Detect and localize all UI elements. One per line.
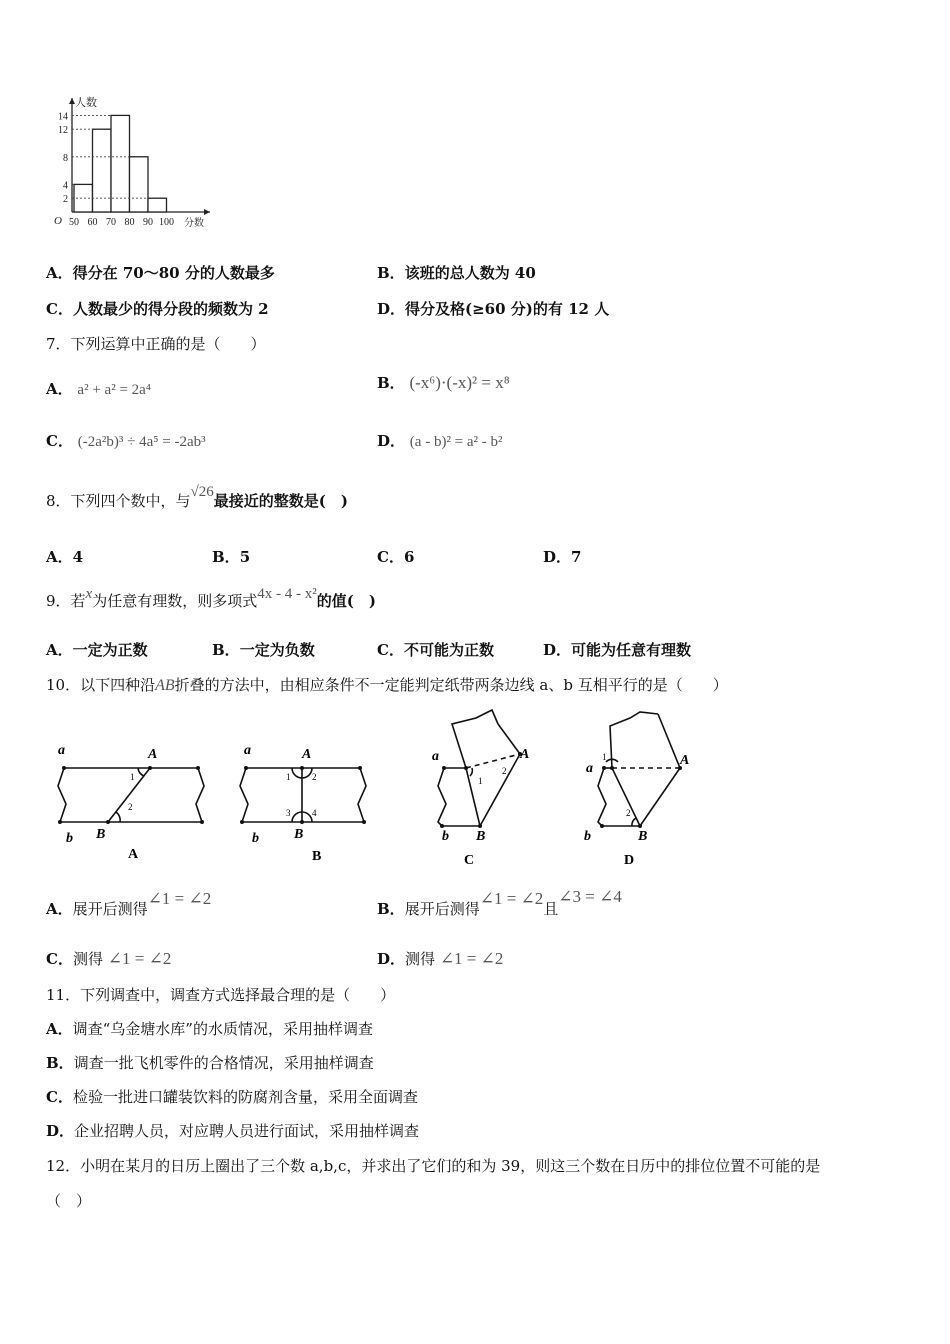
svg-text:a: a <box>58 743 65 758</box>
svg-text:a: a <box>432 749 439 764</box>
origin-label: O <box>54 215 62 227</box>
svg-text:B: B <box>638 829 648 844</box>
q7-option-d[interactable]: D． (a - b)² = a² - b² <box>377 432 503 450</box>
q10-option-b[interactable]: B．展开后测得∠1 = ∠2且∠3 = ∠4 <box>377 887 622 918</box>
y-tick-label: 4 <box>63 180 68 192</box>
svg-text:b: b <box>66 831 73 846</box>
svg-text:b: b <box>584 829 591 844</box>
fold-figure-b <box>230 738 380 868</box>
q11-option-d[interactable]: D．企业招聘人员，对应聘人员进行面试，采用抽样调查 <box>46 1122 420 1140</box>
histogram-bar <box>148 198 167 212</box>
svg-text:2: 2 <box>312 772 317 782</box>
y-tick-label: 12 <box>58 125 68 137</box>
svg-text:2: 2 <box>626 808 631 818</box>
svg-text:b: b <box>442 829 449 844</box>
svg-text:A: A <box>128 847 139 862</box>
svg-text:1: 1 <box>130 772 135 782</box>
q8-stem: 8．下列四个数中，与√26最接近的整数是( ) <box>46 484 348 510</box>
svg-text:C: C <box>464 853 475 868</box>
fold-figure-c <box>420 702 550 874</box>
svg-text:3: 3 <box>286 808 291 818</box>
svg-text:2: 2 <box>128 802 133 812</box>
q9-option-b[interactable]: B．一定为负数 <box>212 641 315 659</box>
x-tick-label: 50 <box>69 217 79 228</box>
svg-text:1: 1 <box>286 772 291 782</box>
q8-option-b[interactable]: B．5 <box>212 548 251 566</box>
svg-text:A: A <box>520 747 530 762</box>
q6-option-a[interactable]: A．得分在 70～80 分的人数最多 <box>46 264 275 282</box>
q7-option-c[interactable]: C． (-2a²b)³ ÷ 4a⁵ = -2ab³ <box>46 432 206 450</box>
q12-paren: （ ） <box>46 1192 92 1210</box>
svg-text:A: A <box>302 747 312 762</box>
q12-stem: 12．小明在某月的日历上圈出了三个数 a,b,c，并求出了它们的和为 39，则这三个数在日历中的排位位置不可能的是 <box>46 1157 821 1175</box>
svg-text:b: b <box>252 831 259 846</box>
q6-option-c[interactable]: C．人数最少的得分段的频数为 2 <box>46 300 269 318</box>
svg-text:a: a <box>586 761 593 776</box>
q10-option-a[interactable]: A．展开后测得∠1 = ∠2 <box>46 889 212 918</box>
y-tick-label: 14 <box>58 111 68 123</box>
y-axis-label: 人数 <box>75 97 97 109</box>
y-tick-label: 2 <box>63 194 68 206</box>
svg-text:4: 4 <box>312 808 317 818</box>
q8-option-c[interactable]: C．6 <box>377 548 415 566</box>
q10-option-c[interactable]: C．测得 ∠1 = ∠2 <box>46 949 172 968</box>
x-tick-label: 80 <box>124 217 135 228</box>
svg-text:B: B <box>96 827 106 842</box>
histogram-bar <box>93 129 112 212</box>
q7-option-b[interactable]: B． (-x⁶)·(-x)² = x⁸ <box>377 373 510 392</box>
x-axis-arrow <box>204 209 210 215</box>
q10-stem: 10．以下四种沿AB折叠的方法中，由相应条件不一定能判定纸带两条边线 a、b 互相平行的是（ ） <box>46 676 728 694</box>
svg-text:B: B <box>476 829 486 844</box>
q10-option-d[interactable]: D．测得 ∠1 = ∠2 <box>377 949 504 968</box>
x-tick-label: 100 <box>159 217 174 228</box>
q8-option-a[interactable]: A．4 <box>46 548 84 566</box>
q7-stem: 7．下列运算中正确的是（ ） <box>46 335 266 353</box>
x-tick-label: 70 <box>106 217 116 228</box>
q11-option-b[interactable]: B．调查一批飞机零件的合格情况，采用抽样调查 <box>46 1054 374 1072</box>
svg-text:B: B <box>294 827 304 842</box>
q11-option-c[interactable]: C．检验一批进口罐装饮料的防腐剂含量，采用全面调查 <box>46 1088 418 1106</box>
q9-option-a[interactable]: A．一定为正数 <box>46 641 148 659</box>
q7-option-a[interactable]: A． a² + a² = 2a⁴ <box>46 380 152 398</box>
svg-text:B: B <box>312 849 322 864</box>
svg-text:a: a <box>244 743 251 758</box>
svg-text:A: A <box>680 753 690 768</box>
q9-option-d[interactable]: D．可能为任意有理数 <box>543 641 692 659</box>
svg-text:1: 1 <box>602 752 607 762</box>
svg-text:A: A <box>148 747 158 762</box>
x-axis-label: 分数 <box>184 218 204 229</box>
x-tick-label: 60 <box>87 217 98 228</box>
svg-text:2: 2 <box>502 766 507 776</box>
x-tick-label: 90 <box>143 217 153 228</box>
fold-figure-a <box>50 738 220 868</box>
histogram-bar <box>111 115 130 212</box>
svg-text:1: 1 <box>478 776 483 786</box>
q6-option-d[interactable]: D．得分及格(≥60 分)的有 12 人 <box>377 300 610 318</box>
q8-option-d[interactable]: D．7 <box>543 548 582 566</box>
y-tick-label: 8 <box>63 152 68 164</box>
q6-option-b[interactable]: B．该班的总人数为 40 <box>377 264 536 282</box>
q9-stem: 9．若x为任意有理数，则多项式4x - 4 - x²的值( ) <box>46 586 376 610</box>
q11-option-a[interactable]: A．调查“乌金塘水库”的水质情况，采用抽样调查 <box>46 1020 373 1038</box>
histogram-bar <box>130 157 149 212</box>
q9-option-c[interactable]: C．不可能为正数 <box>377 641 494 659</box>
q11-stem: 11．下列调查中，调查方式选择最合理的是（ ） <box>46 986 396 1004</box>
fold-figure-d <box>580 702 710 874</box>
histogram-chart <box>40 92 220 234</box>
sqrt-26: √26 <box>190 484 214 500</box>
svg-text:D: D <box>624 853 635 868</box>
